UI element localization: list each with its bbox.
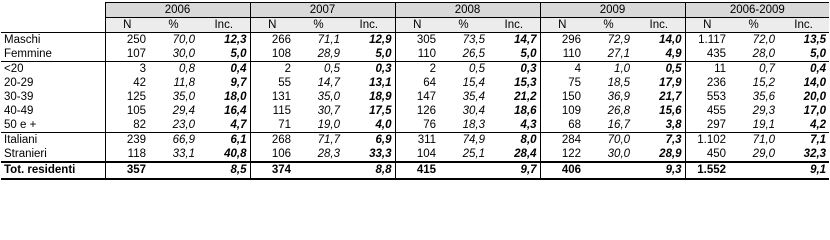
count-cell: 107 [105, 47, 149, 62]
percent-cell: 26,8 [607, 105, 631, 117]
incidence-cell: 5,0 [810, 48, 827, 60]
subheader-row [1, 18, 829, 33]
incidence-cell: 17,9 [659, 77, 682, 89]
percent-cell [294, 162, 343, 179]
count-cell: 150 [540, 90, 584, 104]
percent-cell: 71,7 [294, 133, 343, 148]
percent-cell: 14,7 [317, 77, 341, 89]
percent-cell: 18,5 [607, 77, 631, 89]
incidence-cell: 28,4 [514, 148, 537, 160]
column-header: N [105, 18, 149, 33]
incidence-cell: 4,7 [230, 119, 247, 131]
count-cell: 76 [395, 118, 439, 133]
table-row [1, 33, 829, 48]
count-cell: 64 [395, 76, 439, 90]
percent-cell: 19,0 [317, 119, 341, 131]
year-header: 2007 [250, 3, 395, 18]
incidence-cell: 28,9 [659, 148, 682, 160]
percent-cell: 28,9 [317, 48, 341, 60]
percent-cell: 35,4 [462, 91, 486, 103]
count-cell: 450 [685, 147, 729, 162]
column-header: % [729, 18, 778, 33]
percent-cell: 1,0 [584, 62, 633, 77]
incidence-cell: 8,0 [488, 133, 540, 148]
percent-cell [439, 162, 488, 179]
incidence-cell: 15,3 [514, 77, 537, 89]
percent-cell: 35,0 [317, 91, 341, 103]
incidence-cell: 9,1 [778, 162, 829, 179]
incidence-cell: 40,8 [224, 148, 247, 160]
count-cell: 68 [540, 118, 584, 133]
column-header: N [250, 18, 294, 33]
count-cell: 239 [105, 133, 149, 148]
table-row [1, 147, 829, 162]
incidence-cell: 9,3 [633, 162, 685, 179]
percent-cell: 11,8 [173, 77, 195, 89]
count-cell: 374 [250, 162, 294, 179]
table-row [1, 118, 829, 133]
count-cell: 11 [685, 62, 729, 77]
incidence-cell: 15,6 [659, 105, 682, 117]
percent-cell: 73,5 [462, 34, 486, 46]
percent-cell: 66,9 [149, 133, 198, 148]
count-cell: 296 [540, 33, 584, 48]
percent-cell: 72,0 [752, 34, 776, 46]
incidence-cell: 12,3 [224, 34, 247, 46]
percent-cell: 27,1 [607, 48, 631, 60]
count-cell: 2 [395, 62, 439, 77]
table-row [1, 62, 829, 77]
count-cell: 1.552 [685, 162, 729, 179]
incidence-cell: 5,0 [520, 48, 537, 60]
percent-cell: 15,4 [462, 77, 486, 89]
count-cell: 236 [685, 76, 729, 90]
table-body [1, 33, 829, 180]
percent-cell: 26,5 [462, 48, 486, 60]
column-header: Inc. [778, 18, 829, 33]
incidence-cell: 4,9 [665, 48, 682, 60]
count-cell: 284 [540, 133, 584, 148]
percent-cell: 30,0 [607, 148, 631, 160]
incidence-cell: 18,9 [369, 91, 392, 103]
incidence-cell: 17,5 [369, 105, 392, 117]
count-cell: 406 [540, 162, 584, 179]
row-label: 50 e + [4, 119, 37, 131]
incidence-cell: 21,7 [659, 91, 682, 103]
incidence-cell: 12,9 [369, 34, 392, 46]
incidence-cell: 0,4 [778, 62, 829, 77]
percent-cell: 18,3 [462, 119, 486, 131]
count-cell: 122 [540, 147, 584, 162]
incidence-cell: 8,5 [198, 162, 250, 179]
count-cell: 126 [395, 104, 439, 118]
percent-cell: 74,9 [439, 133, 488, 148]
corner-cell [1, 3, 105, 18]
percent-cell: 35,6 [752, 91, 776, 103]
percent-cell [729, 162, 778, 179]
percent-cell: 71,1 [317, 34, 341, 46]
count-cell: 115 [250, 104, 294, 118]
incidence-cell: 5,0 [375, 48, 392, 60]
incidence-cell: 0,5 [633, 62, 685, 77]
count-cell: 357 [105, 162, 149, 179]
row-label: Stranieri [4, 148, 47, 160]
total-row [1, 162, 829, 179]
incidence-cell: 4,3 [520, 119, 537, 131]
percent-cell: 16,7 [607, 119, 631, 131]
count-cell: 104 [395, 147, 439, 162]
percent-cell: 29,0 [752, 148, 776, 160]
incidence-cell: 7,3 [633, 133, 685, 148]
corner-cell [1, 18, 105, 33]
year-header: 2008 [395, 3, 540, 18]
percent-cell: 30,7 [317, 105, 341, 117]
percent-cell: 25,1 [462, 148, 486, 160]
count-cell: 105 [105, 104, 149, 118]
count-cell: 1.117 [685, 33, 729, 48]
incidence-cell: 17,0 [803, 105, 827, 117]
column-header: N [540, 18, 584, 33]
count-cell: 455 [685, 104, 729, 118]
incidence-cell: 6,1 [198, 133, 250, 148]
percent-cell: 0,8 [149, 62, 198, 77]
row-label: <20 [1, 62, 105, 77]
count-cell: 297 [685, 118, 729, 133]
count-cell: 553 [685, 90, 729, 104]
column-header: Inc. [633, 18, 685, 33]
count-cell: 3 [105, 62, 149, 77]
incidence-cell: 4,0 [375, 119, 392, 131]
incidence-cell: 21,2 [514, 91, 537, 103]
row-label: 40-49 [4, 105, 34, 117]
incidence-cell: 14,0 [803, 77, 827, 89]
row-label: Femmine [4, 48, 52, 60]
incidence-cell: 4,2 [810, 119, 827, 131]
percent-cell: 19,1 [752, 119, 776, 131]
count-cell: 415 [395, 162, 439, 179]
incidence-cell: 18,0 [224, 91, 247, 103]
count-cell: 266 [250, 33, 294, 48]
percent-cell: 28,3 [317, 148, 341, 160]
column-header: N [395, 18, 439, 33]
count-cell: 71 [250, 118, 294, 133]
count-cell: 131 [250, 90, 294, 104]
percent-cell [149, 162, 198, 179]
incidence-cell: 33,3 [369, 148, 392, 160]
percent-cell: 15,2 [752, 77, 776, 89]
residents-table [1, 2, 829, 180]
count-cell: 118 [105, 147, 149, 162]
incidence-cell: 14,0 [659, 34, 682, 46]
row-label: Italiani [1, 133, 105, 148]
column-header: Inc. [343, 18, 395, 33]
incidence-cell: 7,1 [778, 133, 829, 148]
incidence-cell: 8,8 [343, 162, 395, 179]
count-cell: 4 [540, 62, 584, 77]
incidence-cell: 13,5 [803, 34, 827, 46]
table-row [1, 133, 829, 148]
row-label: 30-39 [4, 91, 34, 103]
percent-cell: 23,0 [172, 119, 195, 131]
incidence-cell: 6,9 [343, 133, 395, 148]
table-row [1, 90, 829, 104]
count-cell: 108 [250, 47, 294, 62]
percent-cell [584, 162, 633, 179]
column-header: % [149, 18, 198, 33]
count-cell: 305 [395, 33, 439, 48]
count-cell: 42 [105, 76, 149, 90]
year-header-row [1, 3, 829, 18]
count-cell: 106 [250, 147, 294, 162]
count-cell: 110 [395, 47, 439, 62]
incidence-cell: 0,3 [488, 62, 540, 77]
count-cell: 109 [540, 104, 584, 118]
percent-cell: 28,0 [752, 48, 776, 60]
percent-cell: 72,9 [607, 34, 631, 46]
incidence-cell: 0,4 [198, 62, 250, 77]
percent-cell: 0,5 [439, 62, 488, 77]
percent-cell: 30,4 [462, 105, 486, 117]
percent-cell: 30,0 [172, 48, 195, 60]
percent-cell: 33,1 [172, 148, 195, 160]
percent-cell: 70,0 [584, 133, 633, 148]
year-header: 2006-2009 [685, 3, 829, 18]
percent-cell: 36,9 [607, 91, 631, 103]
percent-cell: 35,0 [172, 91, 195, 103]
count-cell: 2 [250, 62, 294, 77]
row-label: 20-29 [4, 77, 34, 89]
table-row [1, 104, 829, 118]
column-header: % [294, 18, 343, 33]
count-cell: 75 [540, 76, 584, 90]
count-cell: 82 [105, 118, 149, 133]
column-header: % [584, 18, 633, 33]
incidence-cell: 9,7 [230, 77, 247, 89]
table-row [1, 47, 829, 62]
table-row [1, 76, 829, 90]
count-cell: 125 [105, 90, 149, 104]
count-cell: 110 [540, 47, 584, 62]
column-header: Inc. [198, 18, 250, 33]
year-header: 2009 [540, 3, 685, 18]
count-cell: 268 [250, 133, 294, 148]
count-cell: 55 [250, 76, 294, 90]
column-header: Inc. [488, 18, 540, 33]
incidence-cell: 32,3 [803, 148, 827, 160]
incidence-cell: 9,7 [488, 162, 540, 179]
year-header: 2006 [105, 3, 250, 18]
incidence-cell: 13,1 [369, 77, 392, 89]
row-label: Maschi [4, 34, 41, 46]
incidence-cell: 16,4 [224, 105, 247, 117]
incidence-cell: 5,0 [230, 48, 247, 60]
row-label: Tot. residenti [1, 162, 105, 179]
column-header: % [439, 18, 488, 33]
column-header: N [685, 18, 729, 33]
count-cell: 435 [685, 47, 729, 62]
percent-cell: 70,0 [172, 34, 195, 46]
percent-cell: 29,4 [172, 105, 195, 117]
incidence-cell: 18,6 [514, 105, 537, 117]
percent-cell: 71,0 [729, 133, 778, 148]
percent-cell: 0,5 [294, 62, 343, 77]
percent-cell: 0,7 [729, 62, 778, 77]
count-cell: 311 [395, 133, 439, 148]
incidence-cell: 14,7 [514, 34, 537, 46]
incidence-cell: 0,3 [343, 62, 395, 77]
incidence-cell: 3,8 [665, 119, 682, 131]
count-cell: 250 [105, 33, 149, 48]
percent-cell: 29,3 [752, 105, 776, 117]
incidence-cell: 20,0 [803, 91, 827, 103]
count-cell: 1.102 [685, 133, 729, 148]
count-cell: 147 [395, 90, 439, 104]
